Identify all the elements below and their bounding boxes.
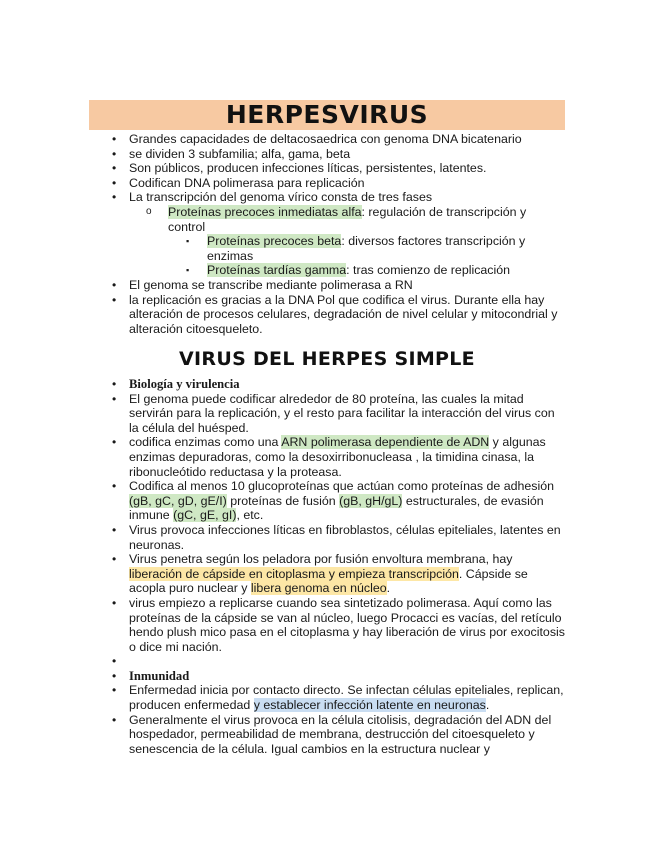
bullet-icon: • [112, 161, 117, 176]
list-item: • Son públicos, producen infecciones líticas, persistentes, latentes. [112, 161, 487, 176]
list-item: • El genoma puede codificar alrededor de 80 proteína, las cuales la mitad servirán para la replicación, y el resto para facilitar la interacción del virus con la célula del huésped. [112, 391, 555, 435]
highlight: libera genoma en núcleo [250, 581, 387, 596]
list-item-empty [0, 654, 565, 669]
sub-list-item: o Proteínas precoces inmediatas alfa: regulación de transcripción y control [146, 204, 527, 234]
highlight: (gC, gE, gI) [173, 508, 237, 523]
highlight: (gB, gH/gL) [339, 493, 403, 508]
list-item: • virus empiezo a replicarse cuando sea sintetizado polimerasa. Aquí como las proteínas de la cápside se van al núcleo, luego Procacci es vacías, del retículo hendo plush mico pasa en el citoplasma y hay liberación de virus por exocitosis o dice mi nación. [112, 595, 565, 654]
highlight: (gB, gC, gD, gE/I) [129, 493, 227, 508]
circle-bullet-icon: o [146, 205, 152, 217]
list-item: • Enfermedad inicia por contacto directo. Se infectan células epiteliales, replican, producen enfermedad y establecer infección latente en neuronas. [112, 683, 564, 713]
bullet-icon: • [112, 479, 117, 494]
list-item: • Codifica al menos 10 glucoproteínas que actúan como proteínas de adhesión (gB, gC, gD, gE/I) proteínas de fusión (gB, gH/gL) estructurales, de evasión inmune (gC, gE, gI), etc. [112, 479, 555, 523]
list-item: • Grandes capacidades de deltacosaedrica con genoma DNA bicatenario [112, 132, 522, 146]
list-item: • la replicación es gracias a la DNA Pol que codifica el virus. Durante ella hay alteración de procesos celulares, degradación de nivel celular y mitocondrial y alteración citoesqueleto. [112, 292, 558, 336]
bullet-icon: • [112, 595, 117, 610]
bullet-icon: • [112, 712, 117, 727]
sub-sub-list-item: ▪ Proteínas precoces beta: diversos factores transcripción y enzimas [186, 234, 526, 263]
square-bullet-icon: ▪ [186, 236, 190, 247]
highlight: Proteínas precoces inmediatas alfa [168, 204, 362, 219]
list-item: • El genoma se transcribe mediante polimerasa a RN [112, 277, 413, 292]
highlight: Proteínas tardías gamma [207, 263, 347, 278]
highlight: ARN polimerasa dependiente de ADN [281, 435, 490, 450]
bullet-icon: • [112, 552, 117, 567]
bullet-icon: • [112, 146, 117, 161]
list-item: • Virus provoca infecciones líticas en fibroblastos, células epiteliales, latentes en neuronas. [112, 522, 561, 552]
list-item: • codifica enzimas como una ARN polimerasa dependiente de ADN y algunas enzimas depuradoras, como la desoxirribonucleasa , la timidina cinasa, la ribonucleótido reductasa y la proteasa. [112, 435, 546, 479]
bullet-icon: • [112, 292, 117, 307]
list-item: • Virus penetra según los peladora por fusión envoltura membrana, hay liberación de cápside en citoplasma y empieza transcripción. Cápside se acopla puro nuclear y libera genoma en núcleo. [112, 552, 528, 596]
bullet-icon: • [112, 377, 117, 391]
bullet-icon: • [112, 654, 117, 669]
section-heading: VIRUS DEL HERPES SIMPLE [179, 348, 475, 370]
sub-sub-list-item: ▪ Proteínas tardías gamma: tras comienzo de replicación [186, 263, 511, 278]
list-item: • Codifican DNA polimerasa para replicación [112, 175, 365, 190]
bullet-icon: • [112, 132, 117, 146]
bullet-icon: • [112, 175, 117, 190]
list-item: • Inmunidad [112, 668, 190, 683]
bullet-icon: • [112, 522, 117, 537]
bullet-icon: • [112, 190, 117, 205]
highlight: liberación de cápside en citoplasma y empieza transcripción [129, 566, 459, 581]
bullet-icon: • [112, 435, 117, 450]
list-item: • se dividen 3 subfamilia; alfa, gama, beta [112, 146, 351, 161]
list-item: • Generalmente el virus provoca en la célula citolisis, degradación del ADN del hospedador, permeabilidad de membrana, destrucción del citoesqueleto y senescencia de la célula. Igual cambios en la estructura nuclear y [112, 712, 552, 756]
highlight: Proteínas precoces beta [207, 234, 342, 249]
list-item: • La transcripción del genoma vírico consta de tres fases [112, 190, 433, 205]
page-title: HERPESVIRUS [89, 100, 565, 130]
square-bullet-icon: ▪ [186, 265, 190, 276]
bullet-icon: • [112, 391, 117, 406]
herpes-simple-list [0, 377, 655, 756]
herpesvirus-list [0, 132, 655, 336]
list-item: • Biología y virulencia [112, 377, 240, 391]
bullet-icon: • [112, 683, 117, 698]
bullet-icon: • [112, 668, 117, 683]
bullet-icon: • [112, 277, 117, 292]
highlight: y establecer infección latente en neuronas [253, 698, 486, 713]
